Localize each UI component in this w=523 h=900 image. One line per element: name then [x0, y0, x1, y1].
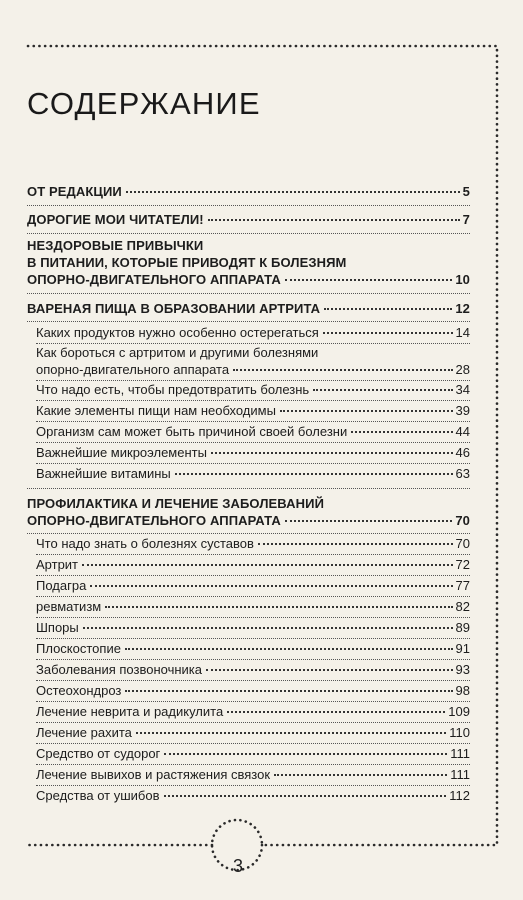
toc-page-number: 98 — [455, 683, 470, 698]
toc-entry-unhealthy-habits-line2[interactable]: В ПИТАНИИ, КОТОРЫЕ ПРИВОДЯТ К БОЛЕЗНЯМ — [27, 255, 347, 270]
toc-entry-text: Средства от ушибов — [36, 788, 160, 803]
toc-subentry[interactable] — [36, 382, 470, 398]
toc-subentry[interactable] — [36, 424, 470, 440]
dotted-separator — [36, 638, 470, 639]
dot-leader — [280, 410, 453, 412]
toc-entry-text: Заболевания позвоночника — [36, 662, 202, 677]
toc-subentry[interactable] — [36, 746, 470, 762]
dotted-separator — [27, 233, 470, 234]
toc-page-number: 109 — [448, 704, 470, 719]
dotted-separator — [36, 463, 470, 464]
toc-page-number: 34 — [455, 382, 470, 397]
dot-leader — [208, 219, 460, 221]
toc-page-number: 14 — [455, 325, 470, 340]
dot-leader — [164, 753, 447, 755]
toc-page-number: 39 — [455, 403, 470, 418]
dot-leader — [83, 627, 453, 629]
toc-entry-text: Остеохондроз — [36, 683, 122, 698]
dotted-separator — [27, 321, 470, 322]
dotted-separator — [36, 617, 470, 618]
dot-leader — [125, 690, 452, 692]
toc-page-number: 89 — [455, 620, 470, 635]
toc-page-number: 28 — [455, 362, 470, 377]
dotted-separator — [27, 293, 470, 294]
toc-entry-text: ВАРЕНАЯ ПИЩА В ОБРАЗОВАНИИ АРТРИТА — [27, 301, 321, 316]
dotted-separator — [36, 701, 470, 702]
dotted-separator — [27, 533, 470, 534]
toc-entry-text: Важнейшие микроэлементы — [36, 445, 207, 460]
toc-entry-unhealthy-habits[interactable] — [27, 272, 470, 288]
dot-leader — [258, 543, 453, 545]
dot-leader — [313, 389, 452, 391]
dotted-separator — [36, 400, 470, 401]
toc-subentry[interactable] — [36, 641, 470, 657]
toc-entry-text: Что надо есть, чтобы предотвратить болезнь — [36, 382, 310, 397]
dotted-separator — [36, 680, 470, 681]
dot-leader — [136, 732, 446, 734]
toc-entry-text: ОТ РЕДАКЦИИ — [27, 184, 122, 199]
dot-leader — [285, 520, 453, 522]
dotted-separator — [27, 205, 470, 206]
toc-entry-text: Организм сам может быть причиной своей болезни — [36, 424, 348, 439]
toc-page-number: 44 — [455, 424, 470, 439]
toc-entry-text: ОПОРНО-ДВИГАТЕЛЬНОГО АППАРАТА — [27, 272, 281, 287]
toc-subentry[interactable] — [36, 578, 470, 594]
toc-page-number: 82 — [455, 599, 470, 614]
dot-leader — [285, 279, 453, 281]
dot-leader — [90, 585, 452, 587]
toc-entry-text: ОПОРНО-ДВИГАТЕЛЬНОГО АППАРАТА — [27, 513, 281, 528]
toc-subentry[interactable] — [36, 325, 470, 341]
toc-page-number: 93 — [455, 662, 470, 677]
toc-entry-text: Лечение вывихов и растяжения связок — [36, 767, 271, 782]
toc-subentry[interactable] — [36, 403, 470, 419]
toc-subentry[interactable] — [36, 599, 470, 615]
toc-page-number: 72 — [455, 557, 470, 572]
dotted-separator — [36, 343, 470, 344]
toc-entry-unhealthy-habits-line1[interactable]: НЕЗДОРОВЫЕ ПРИВЫЧКИ — [27, 238, 204, 253]
dotted-separator — [27, 488, 470, 489]
toc-entry-dear-readers[interactable] — [27, 212, 470, 228]
dot-leader — [126, 191, 460, 193]
toc-entry-text: Какие элементы пищи нам необходимы — [36, 403, 276, 418]
toc-entry-from-editors[interactable] — [27, 184, 470, 200]
toc-subentry-line1[interactable]: Как бороться с артритом и другими болезнями — [36, 345, 319, 360]
toc-subentry[interactable] — [36, 557, 470, 573]
toc-page-number: 70 — [455, 513, 470, 528]
toc-entry-prevention[interactable] — [27, 513, 470, 529]
dotted-separator — [36, 575, 470, 576]
toc-entry-text: опорно-двигательного аппарата — [36, 362, 230, 377]
page-number: 3 — [232, 856, 243, 876]
page-title: СОДЕРЖАНИЕ — [27, 86, 261, 121]
toc-subentry[interactable] — [36, 788, 470, 804]
toc-page-number: 111 — [450, 767, 470, 782]
dot-leader — [324, 308, 452, 310]
toc-subentry[interactable] — [36, 466, 470, 482]
dot-leader — [233, 369, 452, 371]
toc-entry-prevention-line1[interactable]: ПРОФИЛАКТИКА И ЛЕЧЕНИЕ ЗАБОЛЕВАНИЙ — [27, 496, 325, 511]
toc-page-number: 63 — [455, 466, 470, 481]
dotted-separator — [36, 659, 470, 660]
toc-subentry[interactable] — [36, 683, 470, 699]
toc-entry-text: Плоскостопие — [36, 641, 121, 656]
dot-leader — [274, 774, 447, 776]
dot-leader — [351, 431, 452, 433]
toc-page-number: 70 — [455, 536, 470, 551]
dotted-separator — [36, 421, 470, 422]
dotted-separator — [36, 596, 470, 597]
dotted-separator — [36, 380, 470, 381]
dotted-separator — [36, 785, 470, 786]
toc-entry-text: ревматизм — [36, 599, 102, 614]
toc-page-number: 110 — [449, 725, 470, 740]
toc-page-number: 46 — [455, 445, 470, 460]
toc-entry-text: Подагра — [36, 578, 87, 593]
toc-subentry[interactable] — [36, 767, 470, 783]
toc-page-number: 91 — [455, 641, 470, 656]
toc-entry-text: ДОРОГИЕ МОИ ЧИТАТЕЛИ! — [27, 212, 204, 227]
toc-page-number: 112 — [449, 788, 470, 803]
dot-leader — [105, 606, 452, 608]
dot-leader — [82, 564, 453, 566]
toc-page-number: 7 — [462, 212, 470, 227]
dotted-separator — [36, 442, 470, 443]
toc-entry-text: Важнейшие витамины — [36, 466, 171, 481]
dotted-separator — [36, 764, 470, 765]
toc-subentry[interactable] — [36, 704, 470, 720]
toc-entry-text: Что надо знать о болезнях суставов — [36, 536, 254, 551]
dotted-separator — [36, 722, 470, 723]
dotted-separator — [36, 743, 470, 744]
toc-subentry[interactable] — [36, 445, 470, 461]
toc-subentry[interactable] — [36, 362, 470, 378]
dot-leader — [164, 795, 447, 797]
dotted-separator — [36, 554, 470, 555]
toc-page-number: 77 — [455, 578, 470, 593]
toc-entry-cooked-food[interactable] — [27, 301, 470, 317]
toc-page-number: 5 — [462, 184, 470, 199]
dot-leader — [227, 711, 445, 713]
dot-leader — [211, 452, 453, 454]
toc-page-number: 10 — [455, 272, 470, 287]
toc-page-number: 111 — [450, 746, 470, 761]
toc-subentry[interactable] — [36, 620, 470, 636]
toc-entry-text: Лечение рахита — [36, 725, 132, 740]
toc-subentry[interactable] — [36, 536, 470, 552]
toc-subentry[interactable] — [36, 662, 470, 678]
toc-entry-text: Лечение неврита и радикулита — [36, 704, 224, 719]
toc-entry-text: Шпоры — [36, 620, 79, 635]
dot-leader — [175, 473, 453, 475]
toc-entry-text: Каких продуктов нужно особенно остерегаться — [36, 325, 319, 340]
toc-entry-text: Артрит — [36, 557, 79, 572]
dot-leader — [206, 669, 453, 671]
dot-leader — [125, 648, 453, 650]
toc-entry-text: Средство от судорог — [36, 746, 161, 761]
toc-subentry[interactable] — [36, 725, 470, 741]
toc-page-number: 12 — [455, 301, 470, 316]
dot-leader — [323, 332, 453, 334]
